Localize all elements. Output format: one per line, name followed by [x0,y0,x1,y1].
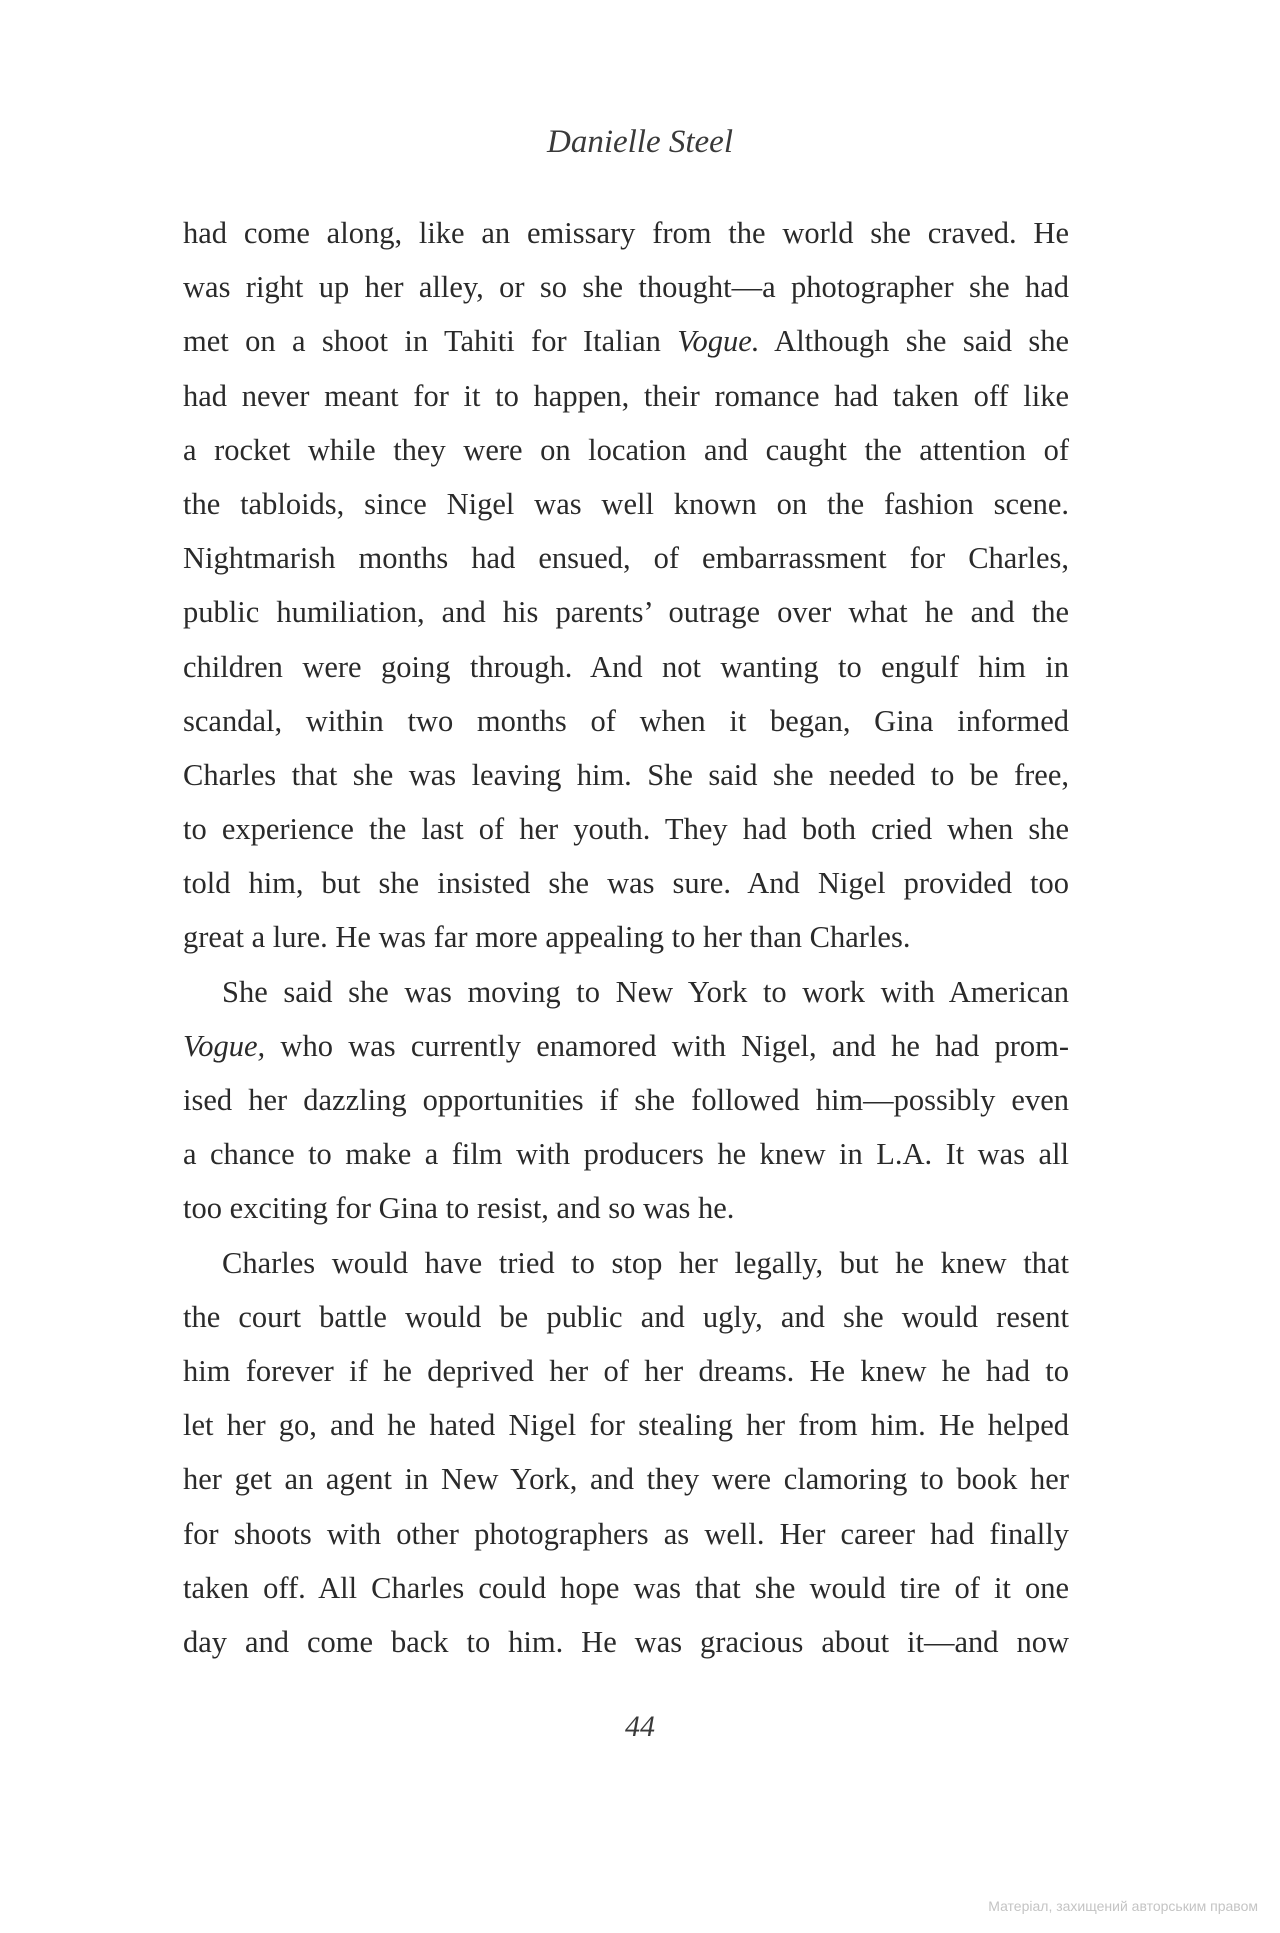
text-line [183,1615,1069,1669]
text-line [183,260,1069,314]
text-line [183,423,1069,477]
text-run: met on a shoot in Tahiti for Italian [183,324,678,359]
text-run: the court battle would be public and ugly, and she would resent [183,1299,1069,1334]
text-line [183,802,1069,856]
text-line [183,369,1069,423]
copyright-watermark: Матеріал, захищений авторським правом [988,1898,1258,1914]
text-run: a chance to make a film with producers he knew in L.A. It was all [183,1137,1069,1172]
text-line [183,1019,1069,1073]
text-run: who was currently enamored with Nigel, and he had prom- [265,1028,1069,1063]
text-run: for shoots with other photographers as well. Her career had finally [183,1516,1069,1551]
text-line [183,748,1069,802]
text-run: to experience the last of her youth. They had both cried when she [183,812,1069,847]
text-line [183,1344,1069,1398]
text-run: her get an agent in New York, and they were clamoring to book her [183,1462,1069,1497]
text-line [183,531,1069,585]
text-line [183,585,1069,639]
italic-text: Vogue. [677,324,760,359]
text-line [183,206,1069,260]
text-line [183,1236,1069,1290]
text-run: had come along, like an emissary from the world she craved. He [183,216,1069,250]
text-run: Charles would have tried to stop her legally, but he knew that [222,1245,1069,1280]
text-line [183,694,1069,748]
text-run: ised her dazzling opportunities if she followed him—possibly even [183,1083,1069,1117]
text-line [183,1452,1069,1506]
text-run: him forever if he deprived her of her dreams. He knew he had to [183,1353,1069,1388]
text-run: the tabloids, since Nigel was well known on the fashion scene. [183,486,1069,521]
text-run: told him, but she insisted she was sure. And Nigel provided too [183,866,1069,901]
text-line [183,1561,1069,1615]
text-run: was right up her alley, or so she thought—a photographer she had [183,270,1069,305]
text-line [183,1398,1069,1452]
text-line [183,856,1069,910]
text-line [183,1073,1069,1127]
italic-text: Vogue, [183,1028,266,1063]
text-line [183,1181,1069,1235]
text-line [183,477,1069,531]
text-run: had never meant for it to happen, their romance had taken off like [183,378,1069,413]
text-run: Although she said she [759,324,1069,359]
text-line [183,910,1069,964]
text-run: too exciting for Gina to resist, and so was he. [183,1191,735,1226]
text-run: Charles that she was leaving him. She said she needed to be free, [183,757,1069,792]
text-run: taken off. All Charles could hope was that she would tire of it one [183,1570,1069,1605]
text-run: great a lure. He was far more appealing to her than Charles. [183,920,911,955]
body-text [183,206,1069,1669]
text-line [183,1290,1069,1344]
text-run: day and come back to him. He was gracious about it—and now [183,1624,1069,1659]
text-run: public humiliation, and his parents’ outrage over what he and the [183,595,1069,630]
text-line [183,1127,1069,1181]
page-number: 44 [625,1710,655,1743]
text-line [183,965,1069,1019]
text-run: a rocket while they were on location and caught the attention of [183,432,1069,467]
running-head: Danielle Steel [546,124,733,160]
text-line [183,314,1069,368]
text-run: She said she was moving to New York to work with American [222,974,1069,1009]
text-line [183,1507,1069,1561]
text-run: scandal, within two months of when it began, Gina informed [183,703,1069,738]
text-line [183,640,1069,694]
text-run: children were going through. And not wanting to engulf him in [183,649,1069,684]
text-run: Nightmarish months had ensued, of embarrassment for Charles, [183,541,1069,576]
text-run: let her go, and he hated Nigel for stealing her from him. He helped [183,1408,1069,1443]
